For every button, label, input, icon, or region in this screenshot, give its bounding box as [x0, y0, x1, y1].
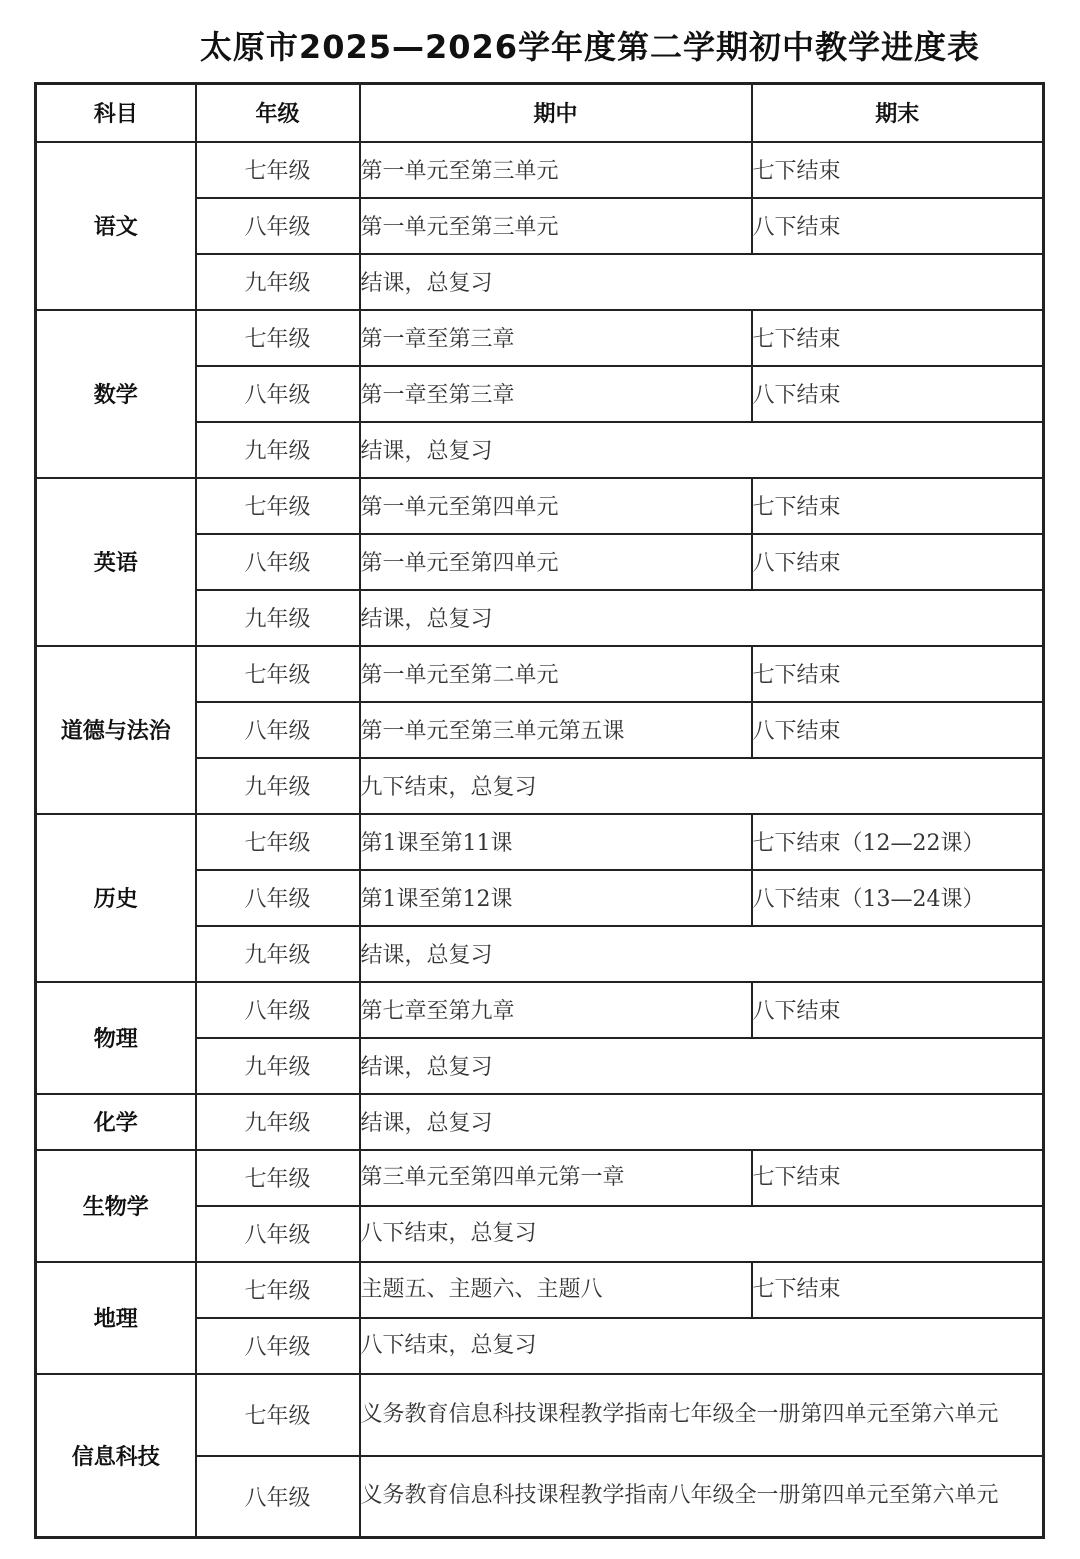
grade-cell: 七年级 [196, 814, 360, 870]
final-cell: 七下结束 [752, 310, 1044, 366]
merged-plan-cell: 义务教育信息科技课程教学指南七年级全一册第四单元至第六单元 [360, 1374, 1044, 1456]
subject-cell: 道德与法治 [36, 646, 196, 814]
merged-plan-cell: 结课，总复习 [360, 254, 1044, 310]
header-final: 期末 [752, 84, 1044, 142]
final-cell: 八下结束 [752, 702, 1044, 758]
midterm-cell: 第一章至第三章 [360, 366, 752, 422]
final-cell: 七下结束 [752, 646, 1044, 702]
merged-plan-cell: 八下结束，总复习 [360, 1206, 1044, 1262]
merged-plan-cell: 结课，总复习 [360, 926, 1044, 982]
final-cell: 八下结束 [752, 534, 1044, 590]
page-title: 太原市2025—2026学年度第二学期初中教学进度表 [199, 28, 981, 66]
final-cell: 八下结束 [752, 982, 1044, 1038]
grade-cell: 八年级 [196, 702, 360, 758]
final-cell: 七下结束 [752, 1150, 1044, 1206]
table-row [36, 142, 1044, 198]
subject-cell: 地理 [36, 1262, 196, 1374]
merged-plan-cell: 结课，总复习 [360, 422, 1044, 478]
header-row [36, 84, 1044, 142]
final-cell: 七下结束 [752, 1262, 1044, 1318]
header-midterm: 期中 [360, 84, 752, 142]
header-subject: 科目 [36, 84, 196, 142]
final-cell: 七下结束 [752, 142, 1044, 198]
grade-cell: 九年级 [196, 1038, 360, 1094]
subject-cell: 历史 [36, 814, 196, 982]
midterm-cell: 第1课至第11课 [360, 814, 752, 870]
subject-cell: 物理 [36, 982, 196, 1094]
subject-cell: 语文 [36, 142, 196, 310]
header-grade: 年级 [196, 84, 360, 142]
subject-cell: 化学 [36, 1094, 196, 1150]
merged-plan-cell: 义务教育信息科技课程教学指南八年级全一册第四单元至第六单元 [360, 1456, 1044, 1538]
midterm-cell: 第七章至第九章 [360, 982, 752, 1038]
grade-cell: 八年级 [196, 1206, 360, 1262]
merged-plan-cell: 结课，总复习 [360, 1038, 1044, 1094]
table-row [36, 646, 1044, 702]
table-row [36, 1150, 1044, 1206]
schedule-table [34, 82, 1045, 1539]
table-row [36, 1374, 1044, 1456]
midterm-cell: 第一单元至第四单元 [360, 534, 752, 590]
grade-cell: 九年级 [196, 590, 360, 646]
final-cell: 七下结束 [752, 478, 1044, 534]
merged-plan-cell: 八下结束，总复习 [360, 1318, 1044, 1374]
subject-cell: 生物学 [36, 1150, 196, 1262]
table-row [36, 1094, 1044, 1150]
table-row [36, 310, 1044, 366]
grade-cell: 八年级 [196, 982, 360, 1038]
grade-cell: 七年级 [196, 142, 360, 198]
grade-cell: 八年级 [196, 870, 360, 926]
final-cell: 八下结束（13—24课） [752, 870, 1044, 926]
final-cell: 八下结束 [752, 198, 1044, 254]
grade-cell: 九年级 [196, 1094, 360, 1150]
subject-cell: 英语 [36, 478, 196, 646]
merged-plan-cell: 九下结束，总复习 [360, 758, 1044, 814]
merged-plan-cell: 结课，总复习 [360, 590, 1044, 646]
midterm-cell: 第1课至第12课 [360, 870, 752, 926]
grade-cell: 七年级 [196, 478, 360, 534]
subject-cell: 数学 [36, 310, 196, 478]
final-cell: 八下结束 [752, 366, 1044, 422]
midterm-cell: 主题五、主题六、主题八 [360, 1262, 752, 1318]
grade-cell: 七年级 [196, 310, 360, 366]
merged-plan-cell: 结课，总复习 [360, 1094, 1044, 1150]
grade-cell: 九年级 [196, 254, 360, 310]
table-row [36, 478, 1044, 534]
grade-cell: 八年级 [196, 1456, 360, 1538]
subject-cell: 信息科技 [36, 1374, 196, 1538]
grade-cell: 八年级 [196, 198, 360, 254]
grade-cell: 七年级 [196, 1374, 360, 1456]
midterm-cell: 第三单元至第四单元第一章 [360, 1150, 752, 1206]
midterm-cell: 第一单元至第三单元 [360, 198, 752, 254]
table-row [36, 982, 1044, 1038]
grade-cell: 九年级 [196, 422, 360, 478]
grade-cell: 九年级 [196, 758, 360, 814]
midterm-cell: 第一单元至第二单元 [360, 646, 752, 702]
grade-cell: 九年级 [196, 926, 360, 982]
grade-cell: 七年级 [196, 1150, 360, 1206]
table-row [36, 1262, 1044, 1318]
midterm-cell: 第一章至第三章 [360, 310, 752, 366]
grade-cell: 七年级 [196, 646, 360, 702]
grade-cell: 八年级 [196, 1318, 360, 1374]
final-cell: 七下结束（12—22课） [752, 814, 1044, 870]
midterm-cell: 第一单元至第三单元第五课 [360, 702, 752, 758]
midterm-cell: 第一单元至第四单元 [360, 478, 752, 534]
grade-cell: 八年级 [196, 534, 360, 590]
grade-cell: 七年级 [196, 1262, 360, 1318]
grade-cell: 八年级 [196, 366, 360, 422]
midterm-cell: 第一单元至第三单元 [360, 142, 752, 198]
table-row [36, 814, 1044, 870]
